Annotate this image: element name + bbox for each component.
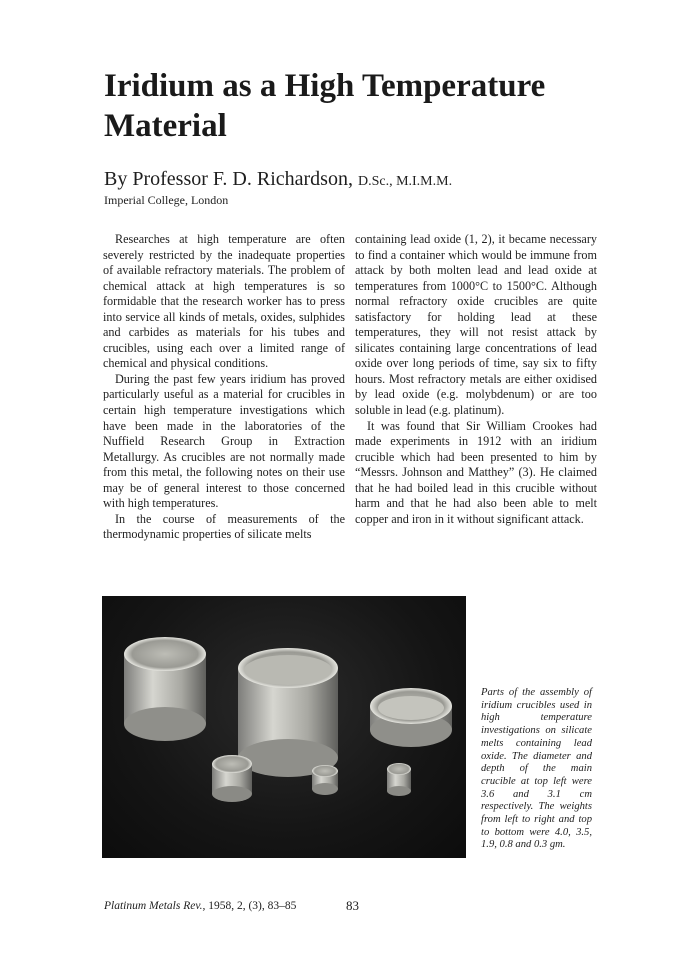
author-name: By Professor F. D. Richardson, — [104, 168, 353, 190]
article-title: Iridium as a High Temperature Material — [104, 68, 546, 144]
crucible-main — [238, 648, 338, 777]
crucible-large-left — [124, 637, 206, 741]
journal-reference: 1958, 2, (3), 83–85 — [208, 900, 297, 912]
author-affiliation: Imperial College, London — [104, 193, 229, 207]
paragraph: During the past few years iridium has proved particularly useful as a material for crucibles in certain high temperature investigations which have been made in the laboratories of the Nuffield Research Group in Extraction Metallurgy. As crucibles are not normally made from this metal, the following notes on their use may be of general interest to those concerned with high temperatures. — [103, 371, 345, 511]
paragraph: Researches at high temperature are often severely restricted by the inadequate properties of available refractory materials. The problem of chemical attack at high temperatures is so formidable that the research worker has to press into service all kinds of metals, oxides, sulphides and carbides as materials for his tubes and crucibles, using each over a limited range of chemical and physical conditions. — [103, 232, 345, 371]
body-column-left — [103, 232, 345, 543]
journal-name: Platinum Metals Rev., — [104, 900, 206, 912]
crucible-tiny-center — [312, 765, 338, 795]
author-credentials: D.Sc., M.I.M.M. — [357, 174, 453, 189]
page-number: 83 — [346, 898, 359, 913]
author-byline — [104, 167, 452, 194]
body-column-right — [355, 232, 597, 527]
paragraph: containing lead oxide (1, 2), it became necessary to find a container which would be immune from attack by both molten lead and lead oxide at temperatures from 1000°C to 1500°C. Although normal refractory oxide crucibles are quite satisfactory for holding lead at these temperatures, they will not resist attack by silicates containing large concentrations of lead oxide over long periods of time, say six to fifty hours. Most refractory metals are either oxidised by lead oxide (e.g. molybdenum) or are too soluble in lead (e.g. platinum). — [355, 232, 597, 418]
crucibles-photograph — [102, 596, 466, 858]
crucible-small-right — [387, 763, 411, 796]
crucible-right — [370, 688, 452, 747]
journal-citation — [104, 899, 296, 913]
figure-caption: Parts of the assembly of iridium crucibles used in high temperature investigations on silicate melts containing lead oxide. The diameter and depth of the main crucible at top left were 3.6 and 3.1 cm respectively. The weights from left to right and top to bottom were 4.0, 3.5, 1.9, 0.8 and 0.3 gm. — [481, 687, 592, 851]
paragraph: In the course of measurements of the thermodynamic properties of silicate melts — [103, 511, 345, 542]
paragraph: It was found that Sir William Crookes had made experiments in 1912 with an iridium crucible which had been presented to him by “Messrs. Johnson and Matthey” (3). He claimed that he had boiled lead in this crucible without harm and that he had also been able to melt copper and iron in it without significant attack. — [355, 418, 597, 526]
crucible-small-left — [212, 755, 252, 802]
